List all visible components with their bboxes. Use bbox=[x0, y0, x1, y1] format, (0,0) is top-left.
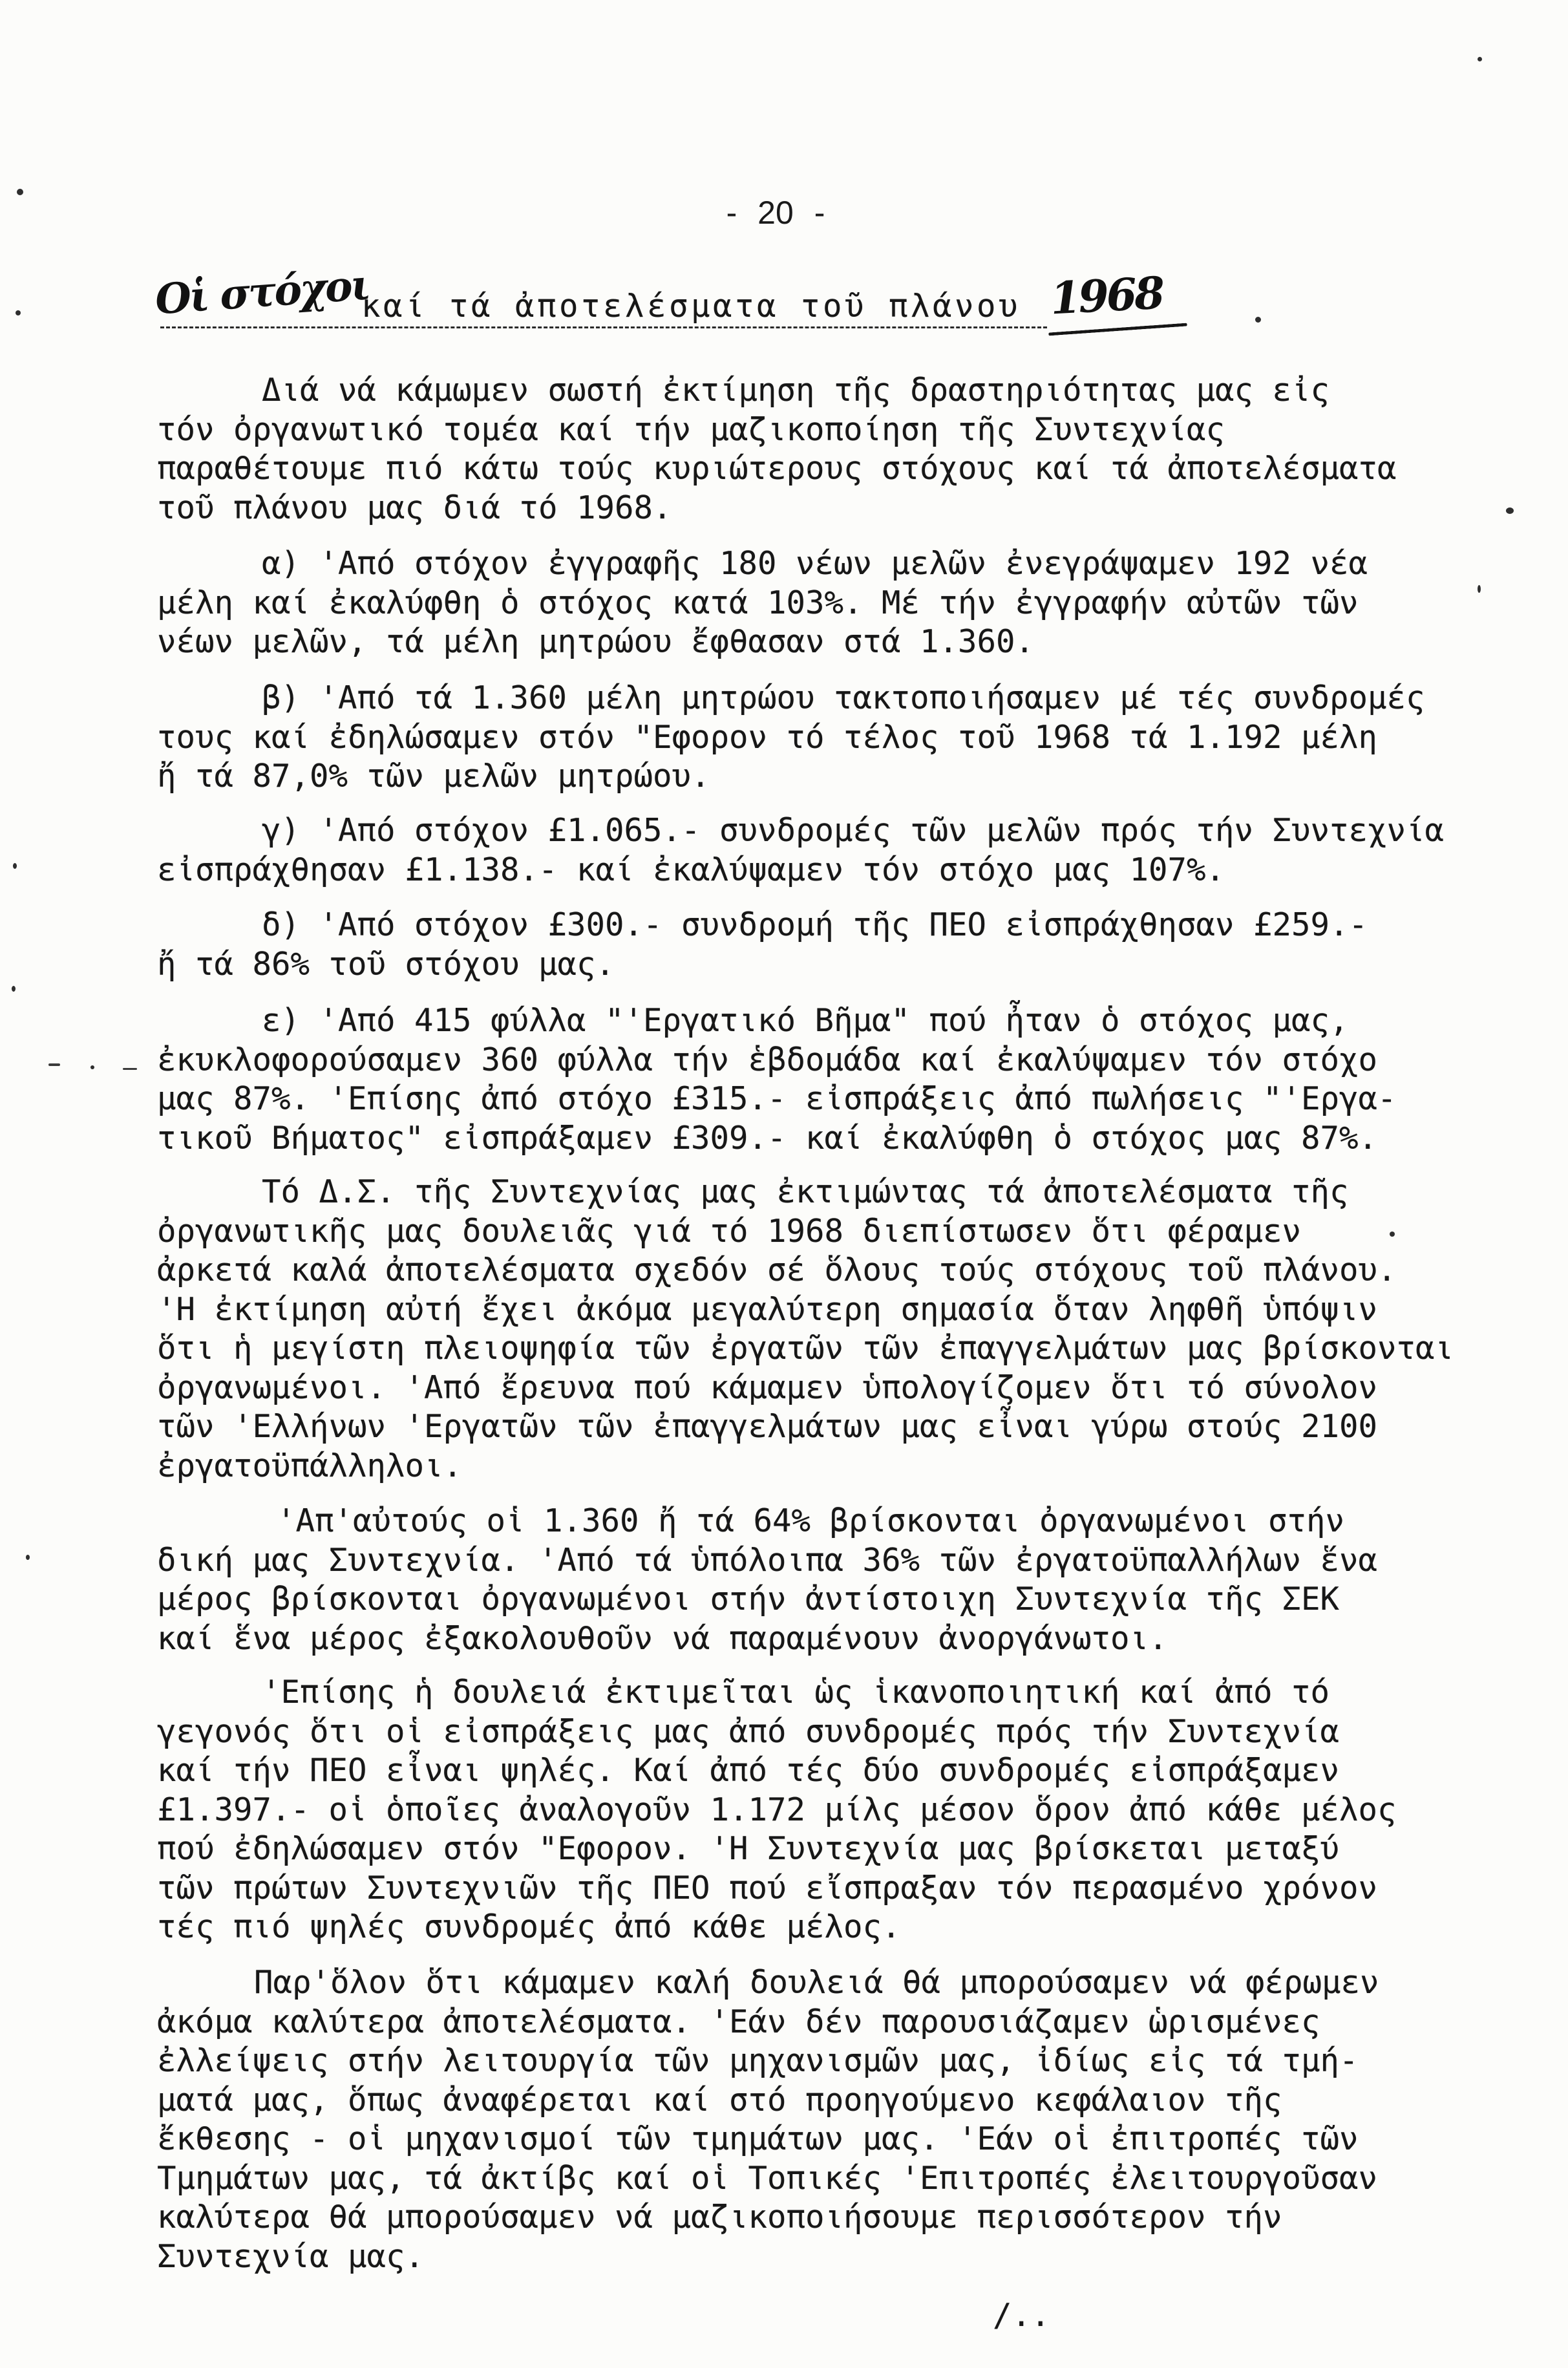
target-item-c bbox=[157, 811, 1540, 890]
text-line: ματά μας, ὅπως ἀναφέρεται καί στό προηγούμενο κεφάλαιον τῆς bbox=[157, 2081, 1282, 2118]
text-line: Συντεχνία μας. bbox=[157, 2237, 425, 2275]
scan-speck bbox=[1478, 57, 1482, 61]
text-line: ἀρκετά καλά ἀποτελέσματα σχεδόν σέ ὅλους τούς στόχους τοῦ πλάνου. bbox=[157, 1252, 1397, 1288]
heading-handwritten-prefix: Οἱ στόχοι bbox=[153, 261, 370, 325]
text-line: ὀργανωμένοι. 'Από ἔρευνα πού κάμαμεν ὑπολογίζομεν ὅτι τό σύνολον bbox=[157, 1369, 1378, 1406]
text-line: τοῦ πλάνου μας διά τό 1968. bbox=[157, 489, 672, 526]
target-item-d bbox=[157, 906, 1540, 984]
scan-speck bbox=[1255, 317, 1261, 323]
text-line: ἐκυκλοφορούσαμεν 360 φύλλα τήν ἑβδομάδα καί ἐκαλύψαμεν τόν στόχο bbox=[157, 1041, 1378, 1078]
text-line: μέλη καί ἐκαλύφθη ὁ στόχος κατά 103%. Μέ τήν ἐγγραφήν αὐτῶν τῶν bbox=[157, 584, 1359, 621]
scan-speck bbox=[26, 1555, 30, 1560]
text-line: ἐργατοϋπάλληλοι. bbox=[157, 1447, 463, 1484]
membership-paragraph bbox=[157, 1502, 1540, 1658]
text-line: ἐλλείψεις στήν λειτουργία τῶν μηχανισμῶν μας, ἰδίως εἰς τά τμή- bbox=[157, 2042, 1359, 2079]
scan-speck bbox=[16, 310, 21, 315]
text-line: Παρ'ὅλον ὅτι κάμαμεν καλή δουλειά θά μπορούσαμεν νά φέρωμεν bbox=[254, 1964, 1379, 2001]
text-line: πού ἐδηλώσαμεν στόν "Εφορον. 'Η Συντεχνία μας βρίσκεται μεταξύ bbox=[157, 1830, 1340, 1867]
text-line: μας 87%. 'Επίσης ἀπό στόχο £315.- εἰσπράξεις ἀπό πωλήσεις "'Εργα- bbox=[157, 1080, 1397, 1117]
text-line: μέρος βρίσκονται ὀργανωμένοι στήν ἀντίστοιχη Συντεχνία τῆς ΣΕΚ bbox=[157, 1581, 1340, 1617]
text-line: Διά νά κάμωμεν σωστή ἐκτίμηση τῆς δραστηριότητας μας εἰς bbox=[262, 372, 1330, 409]
text-line: καί τήν ΠΕΟ εἶναι ψηλές. Καί ἀπό τές δύο συνδρομές εἰσπράξαμεν bbox=[157, 1752, 1340, 1789]
target-item-a bbox=[157, 544, 1540, 662]
shortcomings-paragraph bbox=[157, 1963, 1540, 2276]
text-line: τῶν πρώτων Συντεχνιῶν τῆς ΠΕΟ πού εἴσπραξαν τόν περασμένο χρόνον bbox=[157, 1869, 1378, 1906]
text-line: ἤ τά 86% τοῦ στόχου μας. bbox=[157, 945, 615, 983]
scan-speck bbox=[90, 1065, 94, 1069]
scan-speck bbox=[1506, 507, 1514, 514]
page-number: - 20 - bbox=[726, 195, 825, 231]
text-line: 'Η ἐκτίμηση αὐτή ἔχει ἀκόμα μεγαλύτερη σημασία ὅταν ληφθῆ ὑπόψιν bbox=[157, 1290, 1378, 1328]
text-line: Τό Δ.Σ. τῆς Συντεχνίας μας ἐκτιμώντας τά ἀποτελέσματα τῆς bbox=[262, 1173, 1349, 1210]
margin-dash bbox=[123, 1068, 137, 1070]
text-line: γεγονός ὅτι οἱ εἰσπράξεις μας ἀπό συνδρομές πρός τήν Συντεχνία bbox=[157, 1712, 1340, 1750]
text-line: 'Επίσης ἡ δουλειά ἐκτιμεῖται ὡς ἱκανοποιητική καί ἀπό τό bbox=[262, 1674, 1330, 1711]
target-item-e bbox=[157, 1001, 1540, 1158]
heading-title: καί τά ἀποτελέσματα τοῦ πλάνου bbox=[361, 288, 1021, 325]
text-line: ἔκθεσης - οἱ μηχανισμοί τῶν τμημάτων μας. 'Εάν οἱ ἐπιτροπές τῶν bbox=[157, 2120, 1359, 2157]
text-line: τές πιό ψηλές συνδρομές ἀπό κάθε μέλος. bbox=[157, 1908, 901, 1945]
text-line: ἀκόμα καλύτερα ἀποτελέσματα. 'Εάν δέν παρουσιάζαμεν ὡρισμένες bbox=[157, 2003, 1320, 2040]
year-handwritten-underline bbox=[1048, 323, 1187, 336]
intro-paragraph bbox=[157, 371, 1540, 528]
heading-handwritten-year: 1968 bbox=[1049, 267, 1164, 325]
margin-dash bbox=[48, 1063, 60, 1066]
text-line: δ) 'Από στόχον £300.- συνδρομή τῆς ΠΕΟ εἰσπράχθησαν £259.- bbox=[262, 906, 1368, 943]
heading-underline bbox=[160, 326, 1047, 328]
scan-speck bbox=[17, 189, 23, 195]
text-line: ε) 'Από 415 φύλλα "'Εργατικό Βῆμα" πού ἦταν ὁ στόχος μας, bbox=[262, 1002, 1349, 1039]
text-line: Τμημάτων μας, τά ἀκτίβς καί οἱ Τοπικές 'Επιτροπές ἐλειτουργοῦσαν bbox=[157, 2159, 1378, 2197]
scan-speck bbox=[1478, 585, 1481, 593]
text-line: δική μας Συντεχνία. 'Από τά ὑπόλοιπα 36% τῶν ἐργατοϋπαλλήλων ἕνα bbox=[157, 1541, 1378, 1579]
scan-speck bbox=[1390, 1232, 1395, 1237]
assessment-paragraph bbox=[157, 1173, 1540, 1486]
scan-speck bbox=[13, 863, 17, 869]
text-line: παραθέτουμε πιό κάτω τούς κυριώτερους στόχους καί τά ἀποτελέσματα bbox=[157, 450, 1397, 487]
text-line: β) 'Από τά 1.360 μέλη μητρώου τακτοποιήσαμεν μέ τές συνδρομές bbox=[262, 679, 1425, 716]
text-line: εἰσπράχθησαν £1.138.- καί ἐκαλύψαμεν τόν στόχο μας 107%. bbox=[157, 851, 1225, 888]
text-line: καλύτερα θά μπορούσαμεν νά μαζικοποιήσουμε περισσότερον τήν bbox=[157, 2199, 1282, 2235]
target-item-b bbox=[157, 679, 1540, 796]
text-line: 'Απ'αὐτούς οἱ 1.360 ἤ τά 64% βρίσκονται ὀργανωμένοι στήν bbox=[277, 1502, 1345, 1539]
text-line: ὀργανωτικῆς μας δουλειᾶς γιά τό 1968 διεπίστωσεν ὅτι φέραμεν bbox=[157, 1212, 1302, 1250]
scan-speck bbox=[12, 986, 16, 992]
text-line: τικοῦ Βήματος" εἰσπράξαμεν £309.- καί ἐκαλύφθη ὁ στόχος μας 87%. bbox=[157, 1119, 1378, 1157]
text-line: α) 'Από στόχον ἐγγραφῆς 180 νέων μελῶν ἐνεγράψαμεν 192 νέα bbox=[262, 545, 1368, 582]
text-line: £1.397.- οἱ ὁποῖες ἀναλογοῦν 1.172 μίλς μέσον ὅρον ἀπό κάθε μέλος bbox=[157, 1791, 1397, 1828]
text-line: τῶν 'Ελλήνων 'Εργατῶν τῶν ἐπαγγελμάτων μας εἶναι γύρω στούς 2100 bbox=[157, 1408, 1378, 1445]
continuation-mark: /.. bbox=[993, 2297, 1050, 2334]
text-line: τους καί ἐδηλώσαμεν στόν "Εφορον τό τέλος τοῦ 1968 τά 1.192 μέλη bbox=[157, 718, 1378, 756]
dues-paragraph bbox=[157, 1673, 1540, 1947]
text-line: νέων μελῶν, τά μέλη μητρώου ἔφθασαν στά 1.360. bbox=[157, 623, 1035, 660]
text-line: καί ἕνα μέρος ἐξακολουθοῦν νά παραμένουν ἀνοργάνωτοι. bbox=[157, 1619, 1168, 1657]
text-line: ὅτι ἡ μεγίστη πλειοψηφία τῶν ἐργατῶν τῶν ἐπαγγελμάτων μας βρίσκονται bbox=[157, 1330, 1454, 1367]
text-line: τόν ὀργανωτικό τομέα καί τήν μαζικοποίηση τῆς Συντεχνίας bbox=[157, 411, 1225, 448]
text-line: γ) 'Από στόχον £1.065.- συνδρομές τῶν μελῶν πρός τήν Συντεχνία bbox=[262, 812, 1445, 849]
text-line: ἤ τά 87,0% τῶν μελῶν μητρώου. bbox=[157, 758, 710, 795]
